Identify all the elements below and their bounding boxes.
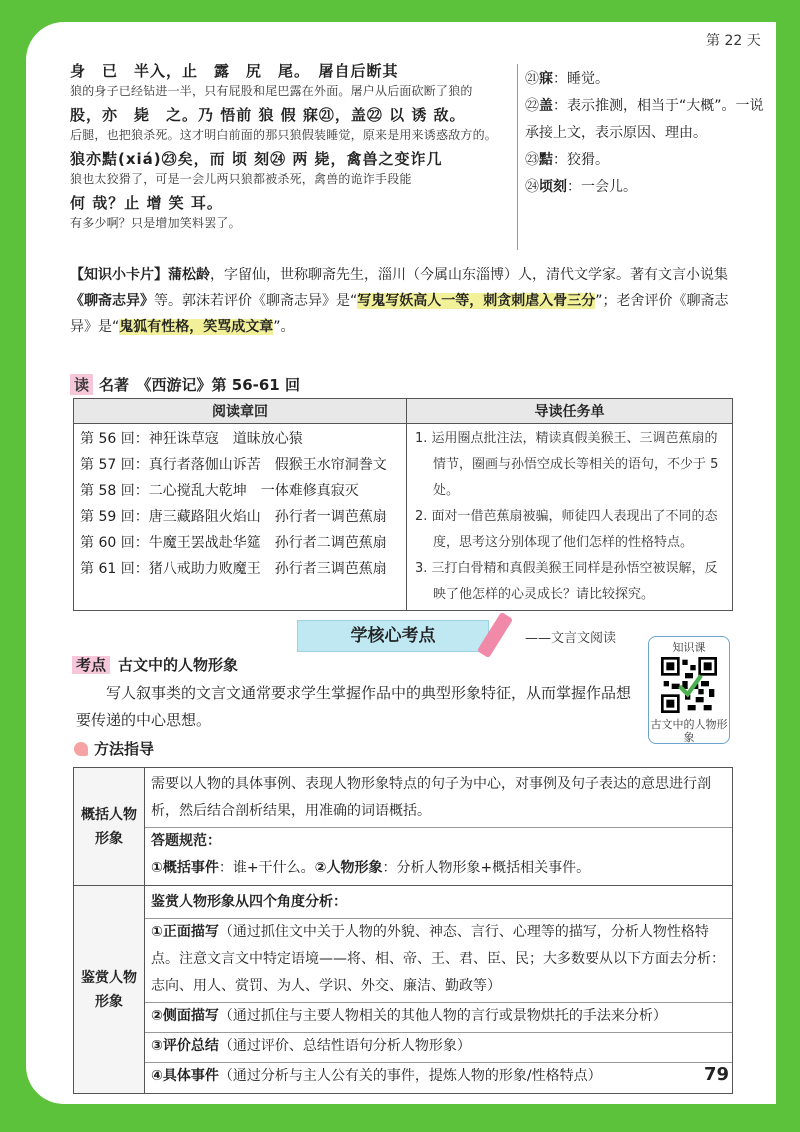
method-table <box>73 767 733 1094</box>
page-number: 79 <box>704 1064 730 1085</box>
chapter-list <box>74 424 407 611</box>
row-header: 鉴赏人物形象 <box>74 886 145 1094</box>
passage-original-line: 何 哉？止 增 笑 耳。 <box>70 194 223 212</box>
author-name: 蒲松龄 <box>168 267 210 283</box>
annotation-notes <box>525 66 765 201</box>
qr-card[interactable] <box>648 636 730 744</box>
note-item: ㉑寐：睡觉。 <box>525 71 609 87</box>
highlight-quote: 写鬼写妖高人一等，刺贪刺虐入骨三分 <box>357 293 596 309</box>
day-label: 第 22 天 <box>706 33 761 49</box>
chapter-item: 第 59 回：唐三藏路阻火焰山 孙行者一调芭蕉扇 <box>80 509 387 525</box>
passage-translation-line: 有多少啊？只是增加笑料罢了。 <box>70 216 241 230</box>
method-heading: 方法指导 <box>74 738 154 759</box>
chapter-item: 第 56 回：神狂诛草寇 道昧放心猿 <box>80 431 303 447</box>
column-header: 阅读章回 <box>74 399 407 424</box>
qr-code-icon[interactable] <box>661 657 717 713</box>
pen-icon <box>74 742 88 756</box>
knowledge-card: 【知识小卡片】蒲松龄，字留仙，世称聊斋先生，淄川（今属山东淄博）人，清代文学家。著有文言小说集《聊斋志异》等。郭沫若评价《聊斋志异》是“写鬼写妖高人一等，刺贪刺虐入骨三分”；老舍评价《聊斋志异》是“鬼狐有性格，笑骂成文章”。 <box>70 267 729 335</box>
notes-divider <box>517 64 518 250</box>
qr-caption: 古文中的人物形象 <box>650 718 728 744</box>
chapter-item: 第 61 回：猪八戒助力败魔王 孙行者三调芭蕉扇 <box>80 561 387 577</box>
reading-table <box>73 398 733 611</box>
core-subtitle: ——文言文阅读 <box>525 631 617 646</box>
passage-translation-line: 后腿，也把狼杀死。这才明白前面的那只狼假装睡觉，原来是用来诱惑敌方的。 <box>70 128 498 142</box>
row-header: 概括人物形象 <box>74 768 145 886</box>
card-tag: 【知识小卡片】 <box>70 267 168 283</box>
task-item: 1. 运用圈点批注法，精读真假美猴王、三调芭蕉扇的情节，圈画与孙悟空成长等相关的语句，不少于 5 处。 <box>415 431 719 498</box>
task-list <box>407 424 733 611</box>
highlight-quote: 鬼狐有性格，笑骂成文章 <box>119 319 274 335</box>
note-item: ㉒盖：表示推测，相当于“大概”。一说承接上文，表示原因、理由。 <box>525 98 764 141</box>
passage-original-line: 狼亦黠(xiá)㉓矣，而 顷 刻㉔ 两 毙，禽兽之变诈几 <box>70 150 443 168</box>
kaodian-description: 写人叙事类的文言文通常要求学生掌握作品中的典型形象特征，从而掌握作品想要传递的中心思想。 <box>76 684 632 729</box>
core-banner: 学核心考点 <box>297 620 489 652</box>
chapter-item: 第 57 回：真行者落伽山诉苦 假猴王水帘洞誊文 <box>80 457 387 473</box>
classical-passage <box>70 60 510 232</box>
reading-badge: 读 <box>70 374 93 395</box>
passage-translation-line: 狼的身子已经钻进一半，只有屁股和尾巴露在外面。屠户从后面砍断了狼的 <box>70 84 473 98</box>
method-cell: 鉴赏人物形象从四个角度分析： ①正面描写（通过抓住文中关于人物的外貌、神态、言行、心理等的描写，分析人物性格特点。注意文言文中特定语境——将、相、帝、王、君、臣、民；大多数要从以下方面去分析：志向、用人、赏罚、为人、学识、外交、廉洁、勤政等） ②侧面描写（通过抓住与主要人物相关的其他人物的言行或景物烘托的手法来分析） ③评价总结（通过评价、总结性语句分析人物形象） ④具体事件（通过分析与主人公有关的事件，提炼人物的形象/性格特点） <box>145 886 733 1094</box>
passage-original-line: 股，亦 毙 之。乃 悟前 狼 假 寐㉑，盖㉒ 以 诱 敌。 <box>70 106 466 124</box>
reading-section-title: 读 名著 《西游记》第 56-61 回 <box>70 374 720 395</box>
column-header: 导读任务单 <box>407 399 733 424</box>
qr-title: 知识课 <box>672 641 706 654</box>
passage-original-line: 身 已 半入，止 露 尻 尾。 屠自后断其 <box>70 62 399 80</box>
chapter-item: 第 60 回：牛魔王罢战赴华筵 孙行者二调芭蕉扇 <box>80 535 387 551</box>
note-item: ㉔顷刻：一会儿。 <box>525 179 637 195</box>
note-item: ㉓黠：狡猾。 <box>525 152 609 168</box>
task-item: 3. 三打白骨精和真假美猴王同样是孙悟空被误解，反映了他怎样的心灵成长？请比较探究。 <box>415 561 718 602</box>
chapter-item: 第 58 回：二心搅乱大乾坤 一体难修真寂灭 <box>80 483 359 499</box>
passage-translation-line: 狼也太狡猾了，可是一会儿两只狼都被杀死，禽兽的诡诈手段能 <box>70 172 412 186</box>
kaodian-label: 考点 <box>72 656 110 674</box>
task-item: 2. 面对一借芭蕉扇被骗，师徒四人表现出了不同的态度，思考这分别体现了他们怎样的性格特点。 <box>415 509 718 550</box>
method-cell: 需要以人物的具体事例、表现人物形象特点的句子为中心，对事例及句子表达的意思进行剖析，然后结合剖析结果，用准确的词语概括。 答题规范： ①概括事件：谁+干什么。②人物形象：分析人物形象+概括相关事件。 <box>145 768 733 886</box>
kaodian-heading: 考点 古文中的人物形象 <box>72 654 238 675</box>
